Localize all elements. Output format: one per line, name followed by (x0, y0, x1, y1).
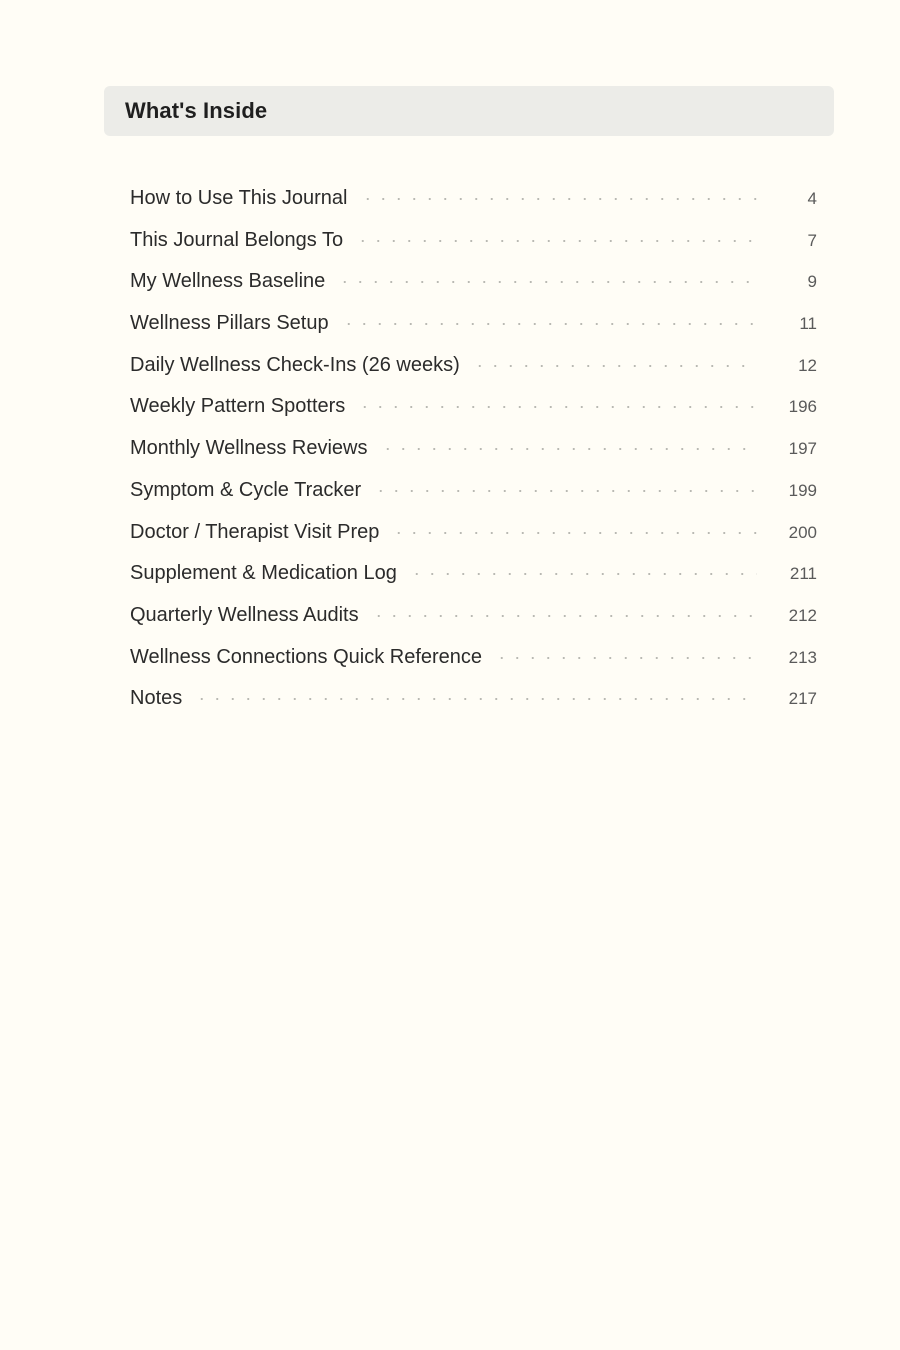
toc-entry-page: 211 (789, 564, 817, 584)
toc-entry-notes[interactable] (130, 687, 817, 729)
toc-entry-page: 11 (799, 314, 817, 334)
toc-entry-page: 217 (788, 689, 817, 709)
dot-leader (357, 404, 757, 410)
toc-entry-how-to-use[interactable] (130, 187, 817, 229)
dot-leader (194, 696, 757, 702)
toc-entry-connections-reference[interactable] (130, 646, 817, 688)
dot-leader (472, 363, 757, 369)
toc-entry-daily-check-ins[interactable] (130, 354, 817, 396)
toc-entry-page: 197 (788, 439, 817, 459)
toc-entry-page: 9 (807, 272, 817, 292)
dot-leader (355, 238, 757, 244)
dot-leader (380, 446, 758, 452)
toc-entry-title: Daily Wellness Check-Ins (26 weeks) (130, 353, 460, 376)
dot-leader (391, 530, 757, 536)
table-of-contents (130, 187, 817, 729)
dot-leader (337, 279, 757, 285)
toc-entry-page: 213 (788, 647, 817, 667)
toc-entry-visit-prep[interactable] (130, 521, 817, 563)
dot-leader (373, 488, 757, 494)
toc-entry-title: Weekly Pattern Spotters (130, 395, 346, 418)
dot-leader (341, 321, 757, 327)
toc-entry-weekly-pattern-spotters[interactable] (130, 395, 817, 437)
toc-entry-pillars-setup[interactable] (130, 312, 817, 354)
toc-entry-title: How to Use This Journal (130, 187, 348, 209)
toc-entry-page: 199 (788, 480, 817, 500)
dot-leader (409, 571, 757, 577)
toc-entry-title: Monthly Wellness Reviews (130, 437, 368, 460)
toc-entry-page: 12 (798, 355, 817, 375)
toc-entry-title: Wellness Connections Quick Reference (130, 645, 483, 668)
toc-entry-title: My Wellness Baseline (130, 270, 326, 293)
toc-entry-page: 212 (788, 605, 817, 625)
toc-entry-page: 7 (807, 230, 817, 250)
dot-leader (494, 655, 757, 661)
toc-entry-symptom-cycle-tracker[interactable] (130, 479, 817, 521)
toc-entry-title: Quarterly Wellness Audits (130, 603, 359, 626)
toc-entry-supplement-log[interactable] (130, 562, 817, 604)
toc-entry-title: Supplement & Medication Log (130, 562, 397, 585)
toc-entry-belongs-to[interactable] (130, 229, 817, 271)
page-title: What's Inside (125, 98, 268, 123)
toc-entry-quarterly-audits[interactable] (130, 604, 817, 646)
toc-entry-page: 200 (788, 522, 817, 542)
toc-entry-title: Notes (130, 687, 183, 710)
toc-entry-title: Symptom & Cycle Tracker (130, 478, 362, 501)
toc-entry-title: Wellness Pillars Setup (130, 312, 329, 335)
toc-entry-title: This Journal Belongs To (130, 228, 344, 251)
dot-leader (371, 613, 757, 619)
dot-leader (360, 196, 758, 202)
section-header (104, 86, 834, 136)
toc-entry-title: Doctor / Therapist Visit Prep (130, 520, 380, 543)
toc-entry-monthly-reviews[interactable] (130, 437, 817, 479)
toc-entry-page: 4 (807, 189, 817, 208)
toc-entry-wellness-baseline[interactable] (130, 270, 817, 312)
toc-entry-page: 196 (788, 397, 817, 417)
